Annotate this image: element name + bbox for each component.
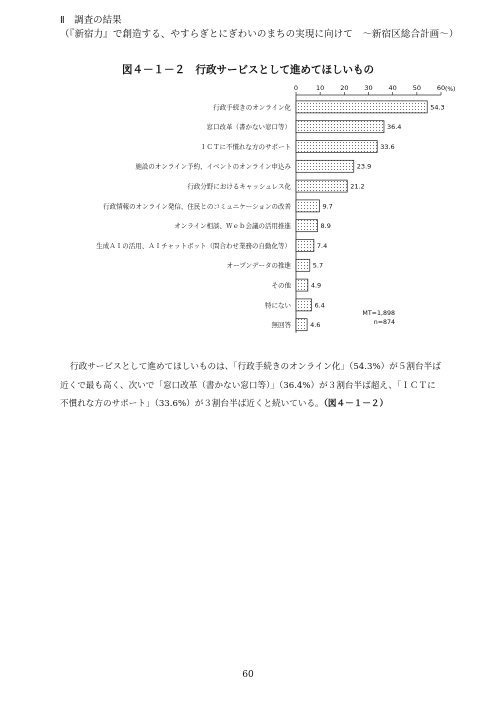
bar (296, 121, 384, 133)
section-subtitle: （『新宿力』で創造する、やすらぎとにぎわいのまちの実現に向けて ～新宿区総合計画～） (60, 29, 459, 40)
value-label: 21.2 (350, 182, 365, 191)
value-label: 4.6 (310, 321, 321, 330)
value-label: 8.9 (320, 222, 331, 231)
value-label: 7.4 (316, 241, 328, 250)
value-label: 5.7 (312, 261, 324, 270)
bar (296, 279, 308, 291)
x-tick-label: 20 (340, 84, 349, 92)
value-label: 33.6 (380, 142, 395, 151)
category-label: その他 (271, 281, 291, 290)
category-label: 施設のオンライン予約、イベントのオンライン申込み (135, 162, 291, 171)
sample-note: MT=1,898 (362, 310, 395, 317)
bar (296, 200, 319, 212)
category-label: 無回答 (271, 321, 291, 330)
bar (296, 141, 377, 153)
category-label: 行政分野におけるキャッシュレス化 (187, 182, 291, 191)
category-label: オープンデータの推進 (226, 261, 291, 270)
page-number: 60 (242, 670, 254, 680)
category-label: 行政手続きのオンライン化 (213, 103, 291, 112)
x-tick-label: 0 (293, 84, 299, 92)
description-paragraph (60, 358, 444, 414)
bar (296, 160, 354, 172)
value-label: 9.7 (322, 202, 333, 211)
category-label: 行政情報のオンライン発信、住民とのコミュニケーションの改善 (103, 202, 291, 211)
category-label: 生成ＡＩの活用、ＡＩチャットボット（問合わせ業務の自動化等） (96, 241, 291, 250)
bar (296, 299, 311, 311)
category-label: 特にない (265, 301, 291, 310)
bar (296, 101, 427, 113)
x-tick-label: 40 (388, 84, 397, 92)
value-label: 54.3 (430, 103, 445, 112)
section-heading: Ⅱ 調査の結果 (60, 15, 122, 26)
bar (296, 259, 310, 271)
chart-title: 図４－１－２ 行政サービスとして進めてほしいもの (122, 64, 374, 76)
x-tick-label: 50 (412, 84, 421, 92)
x-tick-label: 10 (316, 84, 325, 92)
description-text: 行政サービスとして進めてほしいものは、「行政手続きのオンライン化」（54.3%）が５割台半ば近くで最も高く、次いで「窓口改革（書かない窓口等）」（36.4%）が３割台半ば超え、「ＩＣＴに不慣れな方のサポート」（33.6%）が３割台半ば近くと続いている。 (60, 362, 441, 409)
bar (296, 240, 314, 252)
value-label: 6.4 (314, 301, 325, 310)
sample-note: n=874 (373, 319, 395, 326)
value-label: 23.9 (356, 162, 372, 171)
figure-reference: （図４－１－２） (323, 399, 389, 409)
x-tick-label: 30 (364, 84, 373, 92)
bar-chart (0, 0, 496, 345)
value-label: 4.9 (310, 281, 322, 290)
bar (296, 180, 347, 192)
category-label: オンライン相談、Ｗｅｂ会議の活用推進 (174, 222, 291, 231)
category-label: ＩＣＴに不慣れな方のサポート (200, 142, 291, 151)
unit-label: (%) (445, 86, 456, 93)
x-tick-label: 60 (436, 84, 446, 92)
bar (296, 220, 318, 232)
bar (296, 319, 307, 331)
category-label: 窓口改革（書かない窓口等） (206, 123, 291, 132)
value-label: 36.4 (386, 123, 402, 132)
